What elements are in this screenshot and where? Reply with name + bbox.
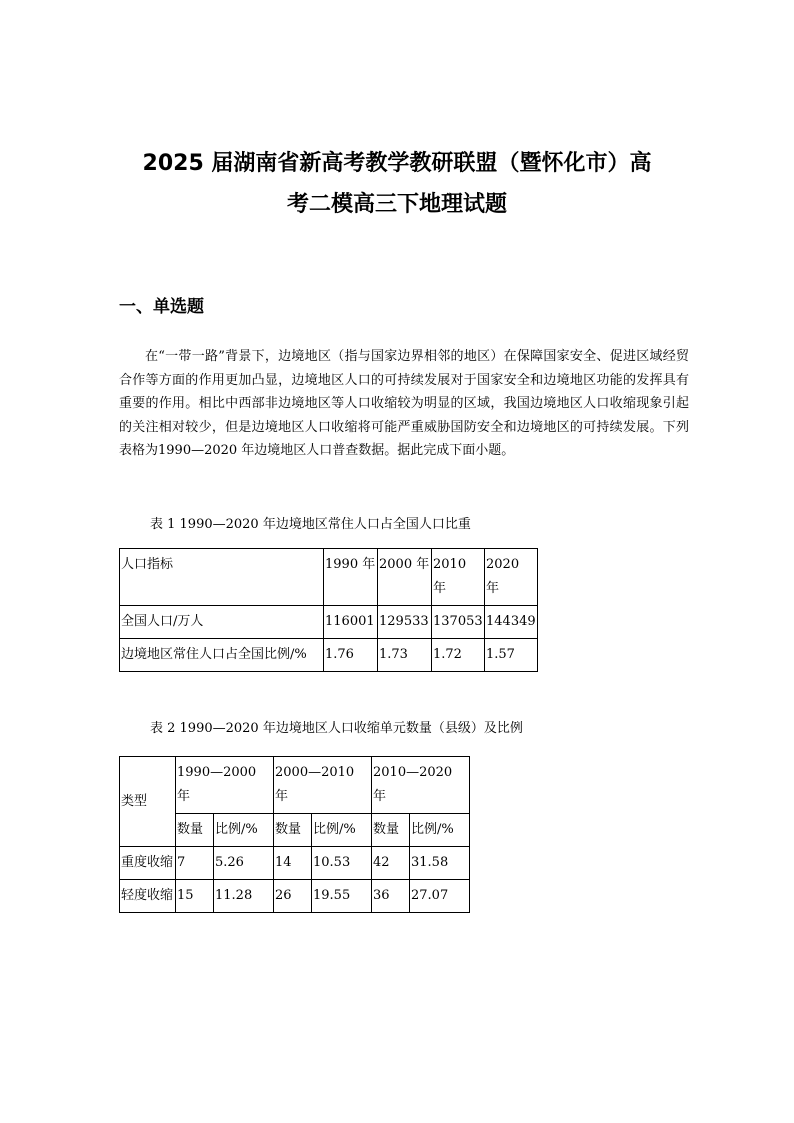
table-row [120,880,470,913]
table-cell: 5.26 [214,847,274,880]
shrinkage-units-table [119,756,470,913]
ratio-header-cell: 比例/% [410,814,470,847]
table-cell: 42 [372,847,410,880]
title-line-1: 2025 届湖南省新高考教学教研联盟（暨怀化市）高 [142,151,652,176]
ratio-header-cell: 比例/% [214,814,274,847]
ratio-header-cell: 比例/% [312,814,372,847]
table-header-row [120,757,470,814]
type-header-cell: 类型 [120,757,176,847]
period-header-cell: 2010—2020 年 [372,757,470,814]
period-header-cell: 1990—2000 年 [176,757,274,814]
row-label-cell: 重度收缩 [120,847,176,880]
header-cell: 2000 年 [378,549,432,606]
section-heading: 一、单选题 [119,297,204,317]
table-cell: 1.57 [485,639,538,672]
table-cell: 14 [274,847,312,880]
row-label-cell: 轻度收缩 [120,880,176,913]
period-header-cell: 2000—2010 年 [274,757,372,814]
header-cell: 2020 年 [485,549,538,606]
table-header-row [120,549,538,606]
header-cell: 1990 年 [324,549,378,606]
header-cell: 2010 年 [432,549,485,606]
table-row [120,847,470,880]
table-cell: 36 [372,880,410,913]
table-cell: 11.28 [214,880,274,913]
question-stem-paragraph: 在“一带一路”背景下，边境地区（指与国家边界相邻的地区）在保障国家安全、促进区域经贸合作等方面的作用更加凸显，边境地区人口的可持续发展对于国家安全和边境地区功能的发挥具有重要的作用。相比中西部非边境地区等人口收缩较为明显的区域，我国边境地区人口收缩现象引起的关注相对较少，但是边境地区人口收缩将可能严重威胁国防安全和边境地区的可持续发展。下列表格为1990—2020 年边境地区人口普查数据。据此完成下面小题。 [119,349,689,458]
title-line-2: 考二模高三下地理试题 [286,192,507,217]
count-header-cell: 数量 [176,814,214,847]
header-cell: 人口指标 [120,549,324,606]
table-cell: 15 [176,880,214,913]
table-cell: 26 [274,880,312,913]
table-cell: 27.07 [410,880,470,913]
table-cell: 7 [176,847,214,880]
table-cell: 129533 [378,606,432,639]
table-cell: 1.72 [432,639,485,672]
population-share-table [119,548,538,672]
table1-caption: 表 1 1990—2020 年边境地区常住人口占全国人口比重 [150,517,471,532]
table2-caption: 表 2 1990—2020 年边境地区人口收缩单元数量（县级）及比例 [150,721,523,736]
table-cell: 116001 [324,606,378,639]
row-label-cell: 全国人口/万人 [120,606,324,639]
table-cell: 137053 [432,606,485,639]
table-cell: 10.53 [312,847,372,880]
count-header-cell: 数量 [274,814,312,847]
row-label-cell: 边境地区常住人口占全国比例/% [120,639,324,672]
document-title [110,143,684,225]
table-row [120,639,538,672]
table-cell: 1.73 [378,639,432,672]
count-header-cell: 数量 [372,814,410,847]
table-cell: 1.76 [324,639,378,672]
table-cell: 31.58 [410,847,470,880]
table-row [120,606,538,639]
table-cell: 144349 [485,606,538,639]
table-cell: 19.55 [312,880,372,913]
